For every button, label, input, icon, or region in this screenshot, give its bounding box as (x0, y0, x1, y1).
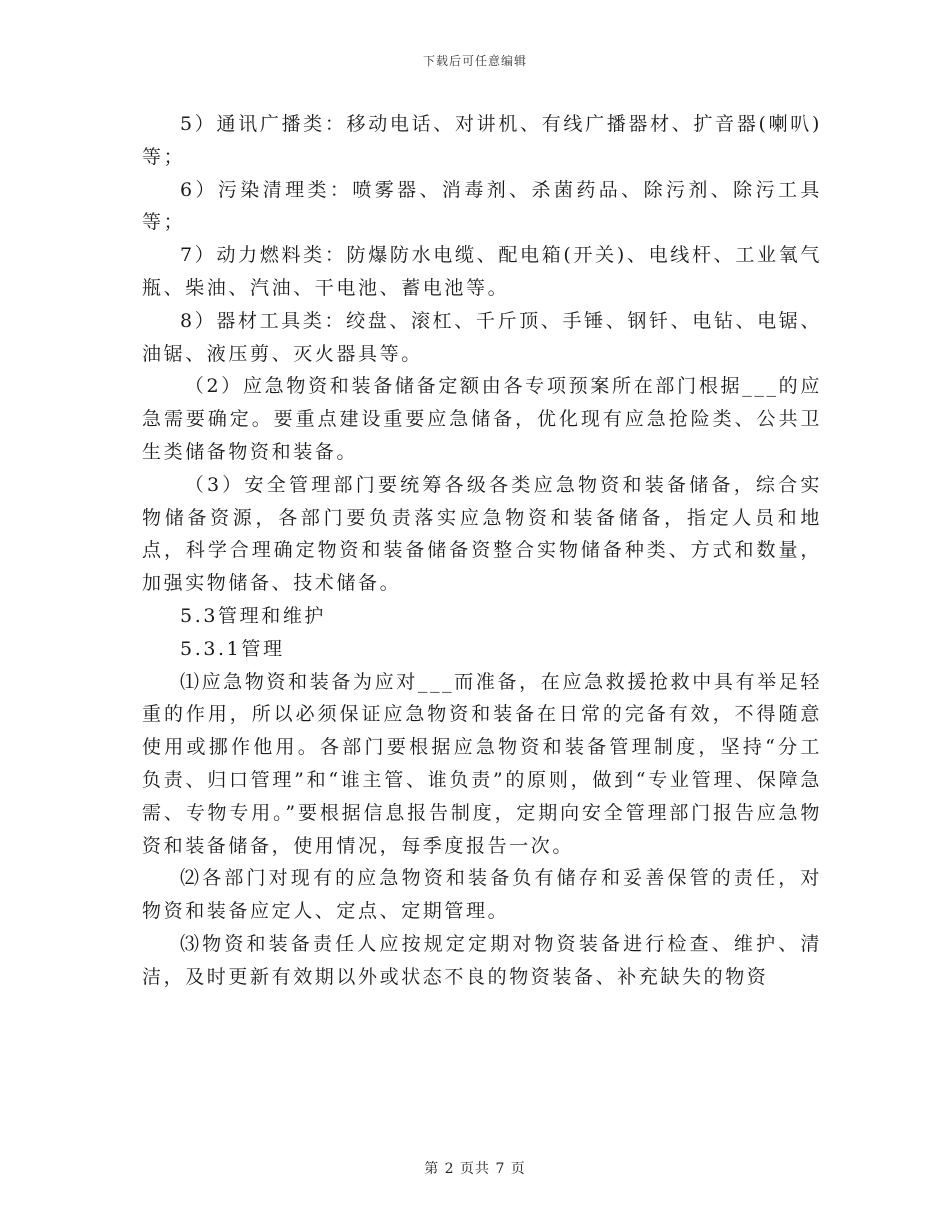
paragraph-management-1: ⑴应急物资和装备为应对___而准备，在应急救援抢救中具有举足轻重的作用，所以必须保证应急物资和装备在日常的完备有效，不得随意使用或挪作他用。各部门要根据应急物资和装备管理制度，坚持“分工负责、归口管理”和“谁主管、谁负责”的原则，做到“专业管理、保障急需、专物专用。”要根据信息报告制度，定期向安全管理部门报告应急物资和装备储备，使用情况，每季度报告一次。 (142, 670, 822, 857)
document-body (142, 108, 822, 994)
section-heading-management-maintenance: 5.3管理和维护 (180, 604, 327, 627)
paragraph-power-fuel: 7）动力燃料类：防爆防水电缆、配电箱(开关)、电线杆、工业氧气瓶、柴油、汽油、干电池、蓄电池等。 (142, 244, 822, 299)
paragraph-management-3: ⑶物资和装备责任人应按规定定期对物资装备进行检查、维护、清洁，及时更新有效期以外或状态不良的物资装备、补充缺失的物资 (142, 932, 822, 988)
paragraph-tools: 8）器材工具类：绞盘、滚杠、千斤顶、手锤、钢钎、电钻、电锯、油锯、液压剪、灭火器具等。 (142, 309, 822, 365)
paragraph-management-2: ⑵各部门对现有的应急物资和装备负有储存和妥善保管的责任，对物资和装备应定人、定点、定期管理。 (142, 867, 822, 923)
subsection-heading-management: 5.3.1管理 (180, 637, 285, 660)
paragraph-communication-equipment: 5）通讯广播类：移动电话、对讲机、有线广播器材、扩音器(喇叭)等； (142, 113, 822, 168)
paragraph-pollution-cleanup: 6）污染清理类：喷雾器、消毒剂、杀菌药品、除污剂、除污工具等； (142, 178, 822, 234)
paragraph-reserve-quota: （2）应急物资和装备储备定额由各专项预案所在部门根据___的应急需要确定。要重点建设重要应急储备，优化现有应急抢险类、公共卫生类储备物资和装备。 (142, 375, 822, 463)
paragraph-safety-management: （3）安全管理部门要统筹各级各类应急物资和装备储备，综合实物储备资源，各部门要负责落实应急物资和装备储备，指定人员和地点，科学合理确定物资和装备储备资整合实物储备种类、方式和数量，加强实物储备、技术储备。 (142, 473, 822, 595)
page-number: 第 2 页共 7 页 (424, 1161, 526, 1177)
page-header: 下载后可任意编辑 (422, 54, 527, 68)
